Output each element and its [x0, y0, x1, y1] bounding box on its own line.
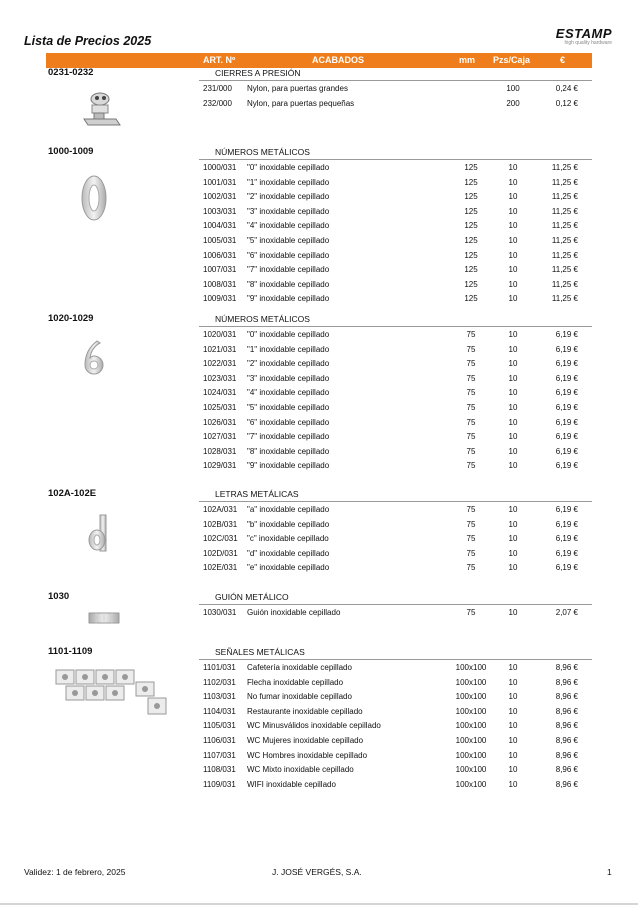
table-row [46, 445, 592, 460]
table-row [46, 676, 592, 691]
table-row [46, 606, 592, 621]
finish-description: Nylon, para puertas pequeñas [247, 98, 355, 108]
price: 8,96 € [555, 735, 578, 745]
article-number: 102C/031 [203, 534, 238, 544]
finish-description: "4" inoxidable cepillado [247, 388, 330, 398]
finish-description: "5" inoxidable cepillado [247, 402, 330, 412]
section-title: CIERRES A PRESIÓN [215, 68, 301, 78]
footer-company: J. JOSÉ VERGÉS, S.A. [272, 867, 362, 877]
table-row [46, 459, 592, 474]
section-divider [199, 326, 592, 327]
table-row [46, 190, 592, 205]
pieces-per-box: 10 [508, 563, 518, 573]
pieces-per-box: 10 [508, 294, 518, 304]
finish-description: WC Mixto inoxidable cepillado [247, 765, 354, 775]
finish-description: "8" inoxidable cepillado [247, 279, 330, 289]
finish-description: "1" inoxidable cepillado [247, 344, 330, 354]
section-title: LETRAS METÁLICAS [215, 489, 299, 499]
pieces-per-box: 200 [506, 98, 520, 108]
price: 11,25 € [551, 192, 578, 202]
finish-description: "9" inoxidable cepillado [247, 294, 330, 304]
article-number: 1001/031 [203, 177, 237, 187]
article-number: 1008/031 [203, 279, 237, 289]
pieces-per-box: 10 [508, 163, 518, 172]
article-number: 1000/031 [203, 163, 237, 172]
pieces-per-box: 10 [508, 206, 518, 216]
price: 6,19 € [555, 534, 578, 544]
article-number: 1004/031 [203, 221, 237, 231]
size-mm: 75 [466, 359, 476, 369]
pieces-per-box: 10 [508, 779, 518, 789]
table-row [46, 532, 592, 547]
price: 8,96 € [555, 779, 578, 789]
pieces-per-box: 100 [506, 84, 520, 93]
article-number: 1021/031 [203, 344, 237, 354]
finish-description: "0" inoxidable cepillado [247, 330, 330, 339]
pieces-per-box: 10 [508, 663, 518, 672]
article-number: 1006/031 [203, 250, 237, 260]
pieces-per-box: 10 [508, 519, 518, 529]
pieces-per-box: 10 [508, 417, 518, 427]
price: 11,25 € [551, 235, 578, 245]
table-row [46, 401, 592, 416]
section-divider [199, 501, 592, 502]
header-eur: € [560, 55, 566, 65]
price: 11,25 € [551, 279, 578, 289]
size-mm: 100x100 [455, 735, 487, 745]
section-divider [199, 659, 592, 660]
price: 6,19 € [555, 519, 578, 529]
table-row [46, 749, 592, 764]
article-number: 1029/031 [203, 461, 237, 471]
size-mm: 75 [466, 402, 476, 412]
size-mm: 125 [464, 250, 478, 260]
price-rows [46, 606, 592, 621]
finish-description: "c" inoxidable cepillado [247, 534, 329, 544]
finish-description: "2" inoxidable cepillado [247, 359, 330, 369]
pieces-per-box: 10 [508, 735, 518, 745]
finish-description: "a" inoxidable cepillado [247, 505, 330, 514]
table-row [46, 97, 592, 112]
table-row [46, 518, 592, 533]
size-mm: 100x100 [455, 663, 487, 672]
table-row [46, 561, 592, 576]
table-row [46, 705, 592, 720]
size-mm: 125 [464, 177, 478, 187]
article-number: 1027/031 [203, 432, 237, 442]
pieces-per-box: 10 [508, 446, 518, 456]
price: 6,19 € [555, 330, 578, 339]
article-number: 1101/031 [203, 663, 236, 672]
price: 11,25 € [551, 177, 578, 187]
price-rows [46, 82, 592, 111]
pieces-per-box: 10 [508, 608, 518, 617]
article-number: 231/000 [203, 84, 232, 93]
finish-description: "3" inoxidable cepillado [247, 373, 330, 383]
table-row [46, 763, 592, 778]
price: 11,25 € [551, 294, 578, 304]
page-title: Lista de Precios 2025 [24, 34, 152, 48]
pieces-per-box: 10 [508, 706, 518, 716]
finish-description: "4" inoxidable cepillado [247, 221, 330, 231]
price: 0,24 € [555, 84, 578, 93]
article-number: 1028/031 [203, 446, 237, 456]
finish-description: "8" inoxidable cepillado [247, 446, 330, 456]
section-title: SEÑALES METÁLICAS [215, 647, 305, 657]
section-code: 1030 [48, 591, 70, 602]
finish-description: "0" inoxidable cepillado [247, 163, 330, 172]
size-mm: 75 [466, 461, 476, 471]
table-row [46, 416, 592, 431]
price: 11,25 € [551, 265, 578, 275]
article-number: 1026/031 [203, 417, 237, 427]
article-number: 102A/031 [203, 505, 238, 514]
table-row [46, 161, 592, 176]
price: 6,19 € [555, 359, 578, 369]
article-number: 1023/031 [203, 373, 237, 383]
price: 6,19 € [555, 402, 578, 412]
size-mm: 75 [466, 563, 476, 573]
finish-description: "7" inoxidable cepillado [247, 432, 330, 442]
size-mm: 75 [466, 608, 476, 617]
pieces-per-box: 10 [508, 388, 518, 398]
table-row [46, 430, 592, 445]
finish-description: WIFI inoxidable cepillado [247, 779, 336, 789]
price-rows [46, 328, 592, 474]
article-number: 1105/031 [203, 721, 236, 731]
footer-page-number: 1 [607, 867, 612, 877]
pieces-per-box: 10 [508, 221, 518, 231]
pieces-per-box: 10 [508, 359, 518, 369]
size-mm: 75 [466, 534, 476, 544]
price: 8,96 € [555, 677, 578, 687]
pieces-per-box: 10 [508, 677, 518, 687]
finish-description: Restaurante inoxidable cepillado [247, 706, 363, 716]
price: 11,25 € [551, 221, 578, 231]
pieces-per-box: 10 [508, 692, 518, 702]
article-number: 1107/031 [203, 750, 236, 760]
pieces-per-box: 10 [508, 461, 518, 471]
finish-description: "7" inoxidable cepillado [247, 265, 330, 275]
pieces-per-box: 10 [508, 330, 518, 339]
size-mm: 125 [464, 206, 478, 216]
price: 8,96 € [555, 765, 578, 775]
size-mm: 100x100 [455, 706, 487, 716]
table-row [46, 690, 592, 705]
section-title: NÚMEROS METÁLICOS [215, 314, 310, 324]
table-row [46, 205, 592, 220]
size-mm: 75 [466, 373, 476, 383]
article-number: 1108/031 [203, 765, 236, 775]
article-number: 1103/031 [203, 692, 236, 702]
section-code: 1020-1029 [48, 313, 94, 324]
size-mm: 100x100 [455, 779, 487, 789]
finish-description: Guión inoxidable cepillado [247, 608, 341, 617]
section-code: 102A-102E [48, 488, 97, 499]
section-code: 0231-0232 [48, 67, 94, 78]
article-number: 1022/031 [203, 359, 237, 369]
finish-description: "6" inoxidable cepillado [247, 250, 330, 260]
price: 6,19 € [555, 388, 578, 398]
brand-logo [556, 26, 612, 46]
pieces-per-box: 10 [508, 505, 518, 514]
pieces-per-box: 10 [508, 750, 518, 760]
finish-description: No fumar inoxidable cepillado [247, 692, 352, 702]
pieces-per-box: 10 [508, 265, 518, 275]
price-rows [46, 503, 592, 576]
size-mm: 125 [464, 235, 478, 245]
finish-description: "3" inoxidable cepillado [247, 206, 330, 216]
finish-description: WC Hombres inoxidable cepillado [247, 750, 368, 760]
finish-description: "5" inoxidable cepillado [247, 235, 330, 245]
finish-description: WC Minusválidos inoxidable cepillado [247, 721, 381, 731]
price: 8,96 € [555, 663, 578, 672]
section-divider [199, 80, 592, 81]
finish-description: WC Mujeres inoxidable cepillado [247, 735, 364, 745]
table-row [46, 386, 592, 401]
header-acabados: ACABADOS [312, 55, 365, 65]
size-mm: 75 [466, 388, 476, 398]
pieces-per-box: 10 [508, 534, 518, 544]
brand-tagline: high quality hardware [564, 40, 612, 46]
page-bottom-rule [0, 903, 638, 905]
size-mm: 125 [464, 294, 478, 304]
table-row [46, 661, 592, 676]
finish-description: "9" inoxidable cepillado [247, 461, 330, 471]
table-row [46, 734, 592, 749]
table-row [46, 176, 592, 191]
size-mm: 125 [464, 221, 478, 231]
price: 6,19 € [555, 446, 578, 456]
size-mm: 75 [466, 505, 476, 514]
article-number: 1024/031 [203, 388, 237, 398]
price: 8,96 € [555, 750, 578, 760]
size-mm: 75 [466, 519, 476, 529]
table-row [46, 343, 592, 358]
price: 6,19 € [555, 373, 578, 383]
article-number: 102B/031 [203, 519, 238, 529]
price: 8,96 € [555, 692, 578, 702]
pieces-per-box: 10 [508, 373, 518, 383]
pieces-per-box: 10 [508, 402, 518, 412]
article-number: 1005/031 [203, 235, 237, 245]
section-divider [199, 604, 592, 605]
article-number: 102D/031 [203, 548, 238, 558]
price: 6,19 € [555, 417, 578, 427]
article-number: 1020/031 [203, 330, 237, 339]
finish-description: Nylon, para puertas grandes [247, 84, 348, 93]
finish-description: "e" inoxidable cepillado [247, 563, 330, 573]
table-row [46, 547, 592, 562]
article-number: 1009/031 [203, 294, 237, 304]
price: 11,25 € [551, 163, 578, 172]
pieces-per-box: 10 [508, 432, 518, 442]
article-number: 1106/031 [203, 735, 236, 745]
article-number: 1030/031 [203, 608, 237, 617]
size-mm: 75 [466, 417, 476, 427]
table-row [46, 328, 592, 343]
pieces-per-box: 10 [508, 344, 518, 354]
pieces-per-box: 10 [508, 721, 518, 731]
finish-description: "2" inoxidable cepillado [247, 192, 330, 202]
size-mm: 75 [466, 344, 476, 354]
section-title: GUIÓN METÁLICO [215, 592, 289, 602]
pieces-per-box: 10 [508, 192, 518, 202]
table-row [46, 278, 592, 293]
pieces-per-box: 10 [508, 177, 518, 187]
article-number: 1002/031 [203, 192, 237, 202]
size-mm: 100x100 [455, 765, 487, 775]
article-number: 1025/031 [203, 402, 237, 412]
header-mm: mm [459, 55, 476, 65]
size-mm: 75 [466, 432, 476, 442]
table-row [46, 503, 592, 518]
article-number: 232/000 [203, 98, 232, 108]
finish-description: "d" inoxidable cepillado [247, 548, 330, 558]
size-mm: 125 [464, 265, 478, 275]
price: 6,19 € [555, 548, 578, 558]
finish-description: "1" inoxidable cepillado [247, 177, 330, 187]
article-number: 1102/031 [203, 677, 236, 687]
price: 6,19 € [555, 563, 578, 573]
header-art: ART. Nº [203, 55, 236, 65]
finish-description: Cafetería inoxidable cepillado [247, 663, 352, 672]
article-number: 1104/031 [203, 706, 236, 716]
price: 6,19 € [555, 344, 578, 354]
section-code: 1000-1009 [48, 146, 94, 157]
price: 0,12 € [555, 98, 578, 108]
size-mm: 100x100 [455, 721, 487, 731]
section-divider [199, 159, 592, 160]
table-row [46, 292, 592, 307]
size-mm: 100x100 [455, 677, 487, 687]
pieces-per-box: 10 [508, 765, 518, 775]
price: 2,07 € [555, 608, 578, 617]
article-number: 1003/031 [203, 206, 237, 216]
brand-name: ESTAMP [555, 26, 612, 41]
price: 11,25 € [551, 250, 578, 260]
price: 8,96 € [555, 706, 578, 716]
table-row [46, 263, 592, 278]
table-row [46, 249, 592, 264]
size-mm: 125 [464, 279, 478, 289]
pieces-per-box: 10 [508, 279, 518, 289]
price-rows [46, 161, 592, 307]
price-rows [46, 661, 592, 792]
size-mm: 100x100 [455, 692, 487, 702]
pieces-per-box: 10 [508, 235, 518, 245]
finish-description: Flecha inoxidable cepillado [247, 677, 344, 687]
price: 6,19 € [555, 505, 578, 514]
table-row [46, 234, 592, 249]
table-row [46, 372, 592, 387]
size-mm: 75 [466, 446, 476, 456]
finish-description: "b" inoxidable cepillado [247, 519, 330, 529]
table-row [46, 719, 592, 734]
price: 11,25 € [551, 206, 578, 216]
size-mm: 125 [464, 192, 478, 202]
finish-description: "6" inoxidable cepillado [247, 417, 330, 427]
table-row [46, 219, 592, 234]
header-pzs: Pzs/Caja [493, 55, 531, 65]
table-row [46, 778, 592, 793]
price: 6,19 € [555, 432, 578, 442]
article-number: 1007/031 [203, 265, 237, 275]
table-row [46, 357, 592, 372]
size-mm: 100x100 [455, 750, 487, 760]
footer-validity: Validez: 1 de febrero, 2025 [24, 867, 126, 877]
price: 6,19 € [555, 461, 578, 471]
article-number: 1109/031 [203, 779, 236, 789]
pieces-per-box: 10 [508, 250, 518, 260]
size-mm: 125 [464, 163, 478, 172]
table-row [46, 82, 592, 97]
size-mm: 75 [466, 548, 476, 558]
table-header [46, 53, 592, 68]
section-title: NÚMEROS METÁLICOS [215, 147, 310, 157]
section-code: 1101-1109 [48, 646, 93, 657]
pieces-per-box: 10 [508, 548, 518, 558]
size-mm: 75 [466, 330, 476, 339]
price: 8,96 € [555, 721, 578, 731]
article-number: 102E/031 [203, 563, 238, 573]
